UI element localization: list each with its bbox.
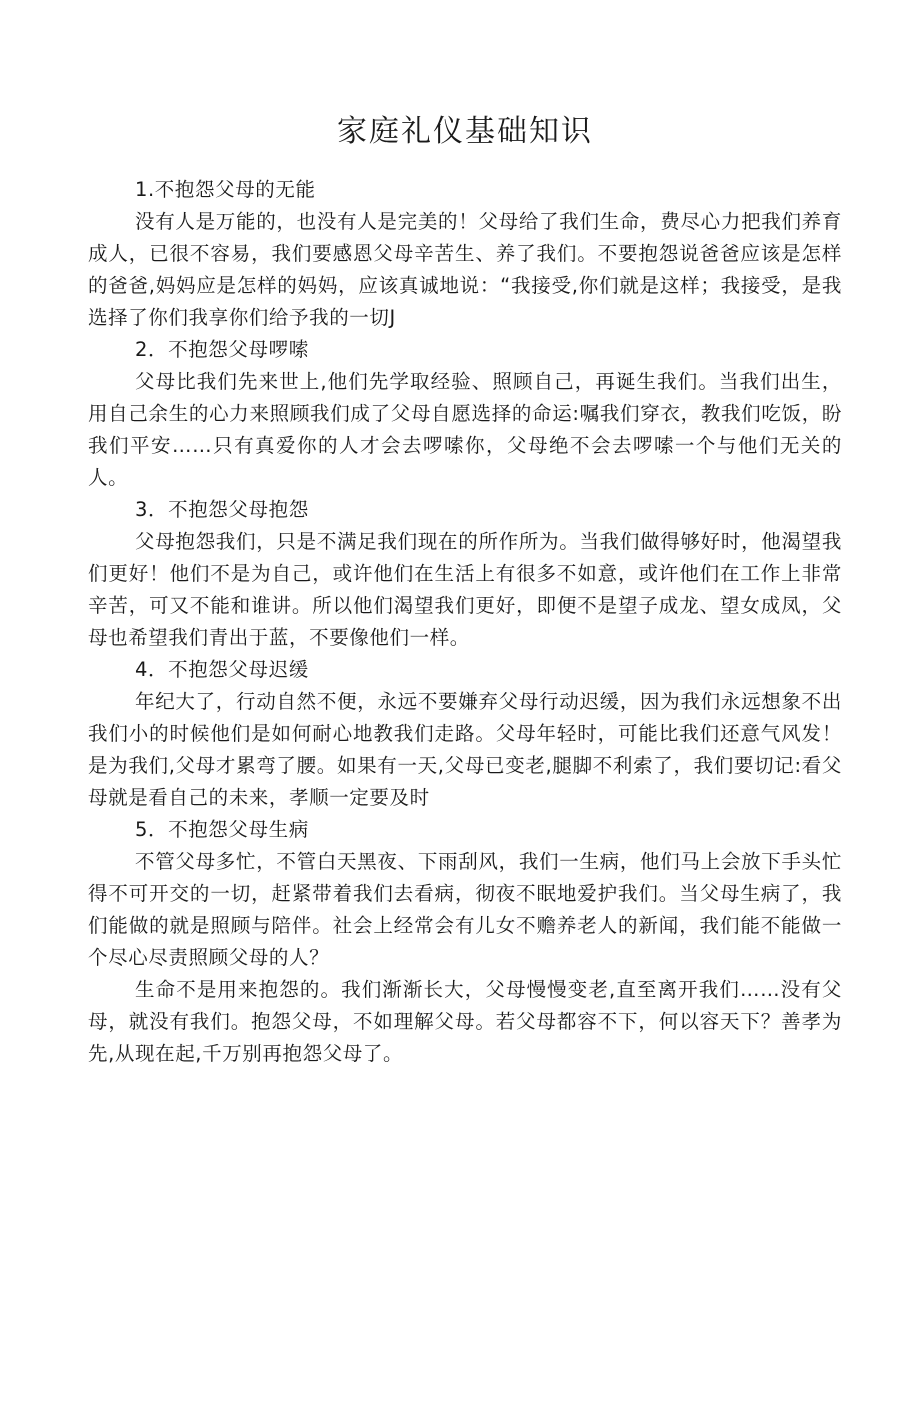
section-heading-4: 4．不抱怨父母迟缓 xyxy=(135,658,309,681)
document-title: 家庭礼仪基础知识 xyxy=(337,114,593,149)
section-body-1: 没有人是万能的，也没有人是完美的！父母给了我们生命，费尽心力把我们养育成人，已很不容易，我们要感恩父母辛苦生、养了我们。不要抱怨说爸爸应该是怎样的爸爸,妈妈应是怎样的妈妈，应该真诚地说：“我接受,你们就是这样；我接受，是我选择了你们我享你们给予我的一切J xyxy=(88,210,842,329)
section-heading-2: 2．不抱怨父母啰嗦 xyxy=(135,338,309,361)
section-body-5: 不管父母多忙，不管白天黑夜、下雨刮风，我们一生病，他们马上会放下手头忙得不可开交的一切，赶紧带着我们去看病，彻夜不眠地爱护我们。当父母生病了，我们能做的就是照顾与陪伴。社会上经常会有儿女不赡养老人的新闻，我们能不能做一个尽心尽责照顾父母的人？ xyxy=(88,850,842,969)
section-heading-1: 1.不抱怨父母的无能 xyxy=(135,178,316,201)
document-body xyxy=(88,174,842,1070)
section-heading-3: 3．不抱怨父母抱怨 xyxy=(135,498,309,521)
section-body-2: 父母比我们先来世上,他们先学取经验、照顾自己，再诞生我们。当我们出生，用自己余生的心力来照顾我们成了父母自愿选择的命运:嘱我们穿衣，教我们吃饭，盼我们平安……只有真爱你的人才会去啰嗦你，父母绝不会去啰嗦一个与他们无关的人。 xyxy=(88,370,842,489)
section-heading-5: 5．不抱怨父母生病 xyxy=(135,818,309,841)
section-body-3: 父母抱怨我们，只是不满足我们现在的所作所为。当我们做得够好时，他渴望我们更好！他们不是为自己，或许他们在生活上有很多不如意，或许他们在工作上非常辛苦，可又不能和谁讲。所以他们渴望我们更好，即便不是望子成龙、望女成凤，父母也希望我们青出于蓝，不要像他们一样。 xyxy=(88,530,842,649)
closing-paragraph: 生命不是用来抱怨的。我们渐渐长大，父母慢慢变老,直至离开我们……没有父母，就没有我们。抱怨父母，不如理解父母。若父母都容不下，何以容天下？善孝为先,从现在起,千万别再抱怨父母了。 xyxy=(88,978,842,1065)
section-body-4: 年纪大了，行动自然不便，永远不要嫌弃父母行动迟缓，因为我们永远想象不出我们小的时候他们是如何耐心地教我们走路。父母年轻时，可能比我们还意气风发！是为我们,父母才累弯了腰。如果有一天,父母已变老,腿脚不利索了，我们要切记:看父母就是看自己的未来，孝顺一定要及时 xyxy=(88,690,842,809)
document-page xyxy=(0,110,920,1411)
